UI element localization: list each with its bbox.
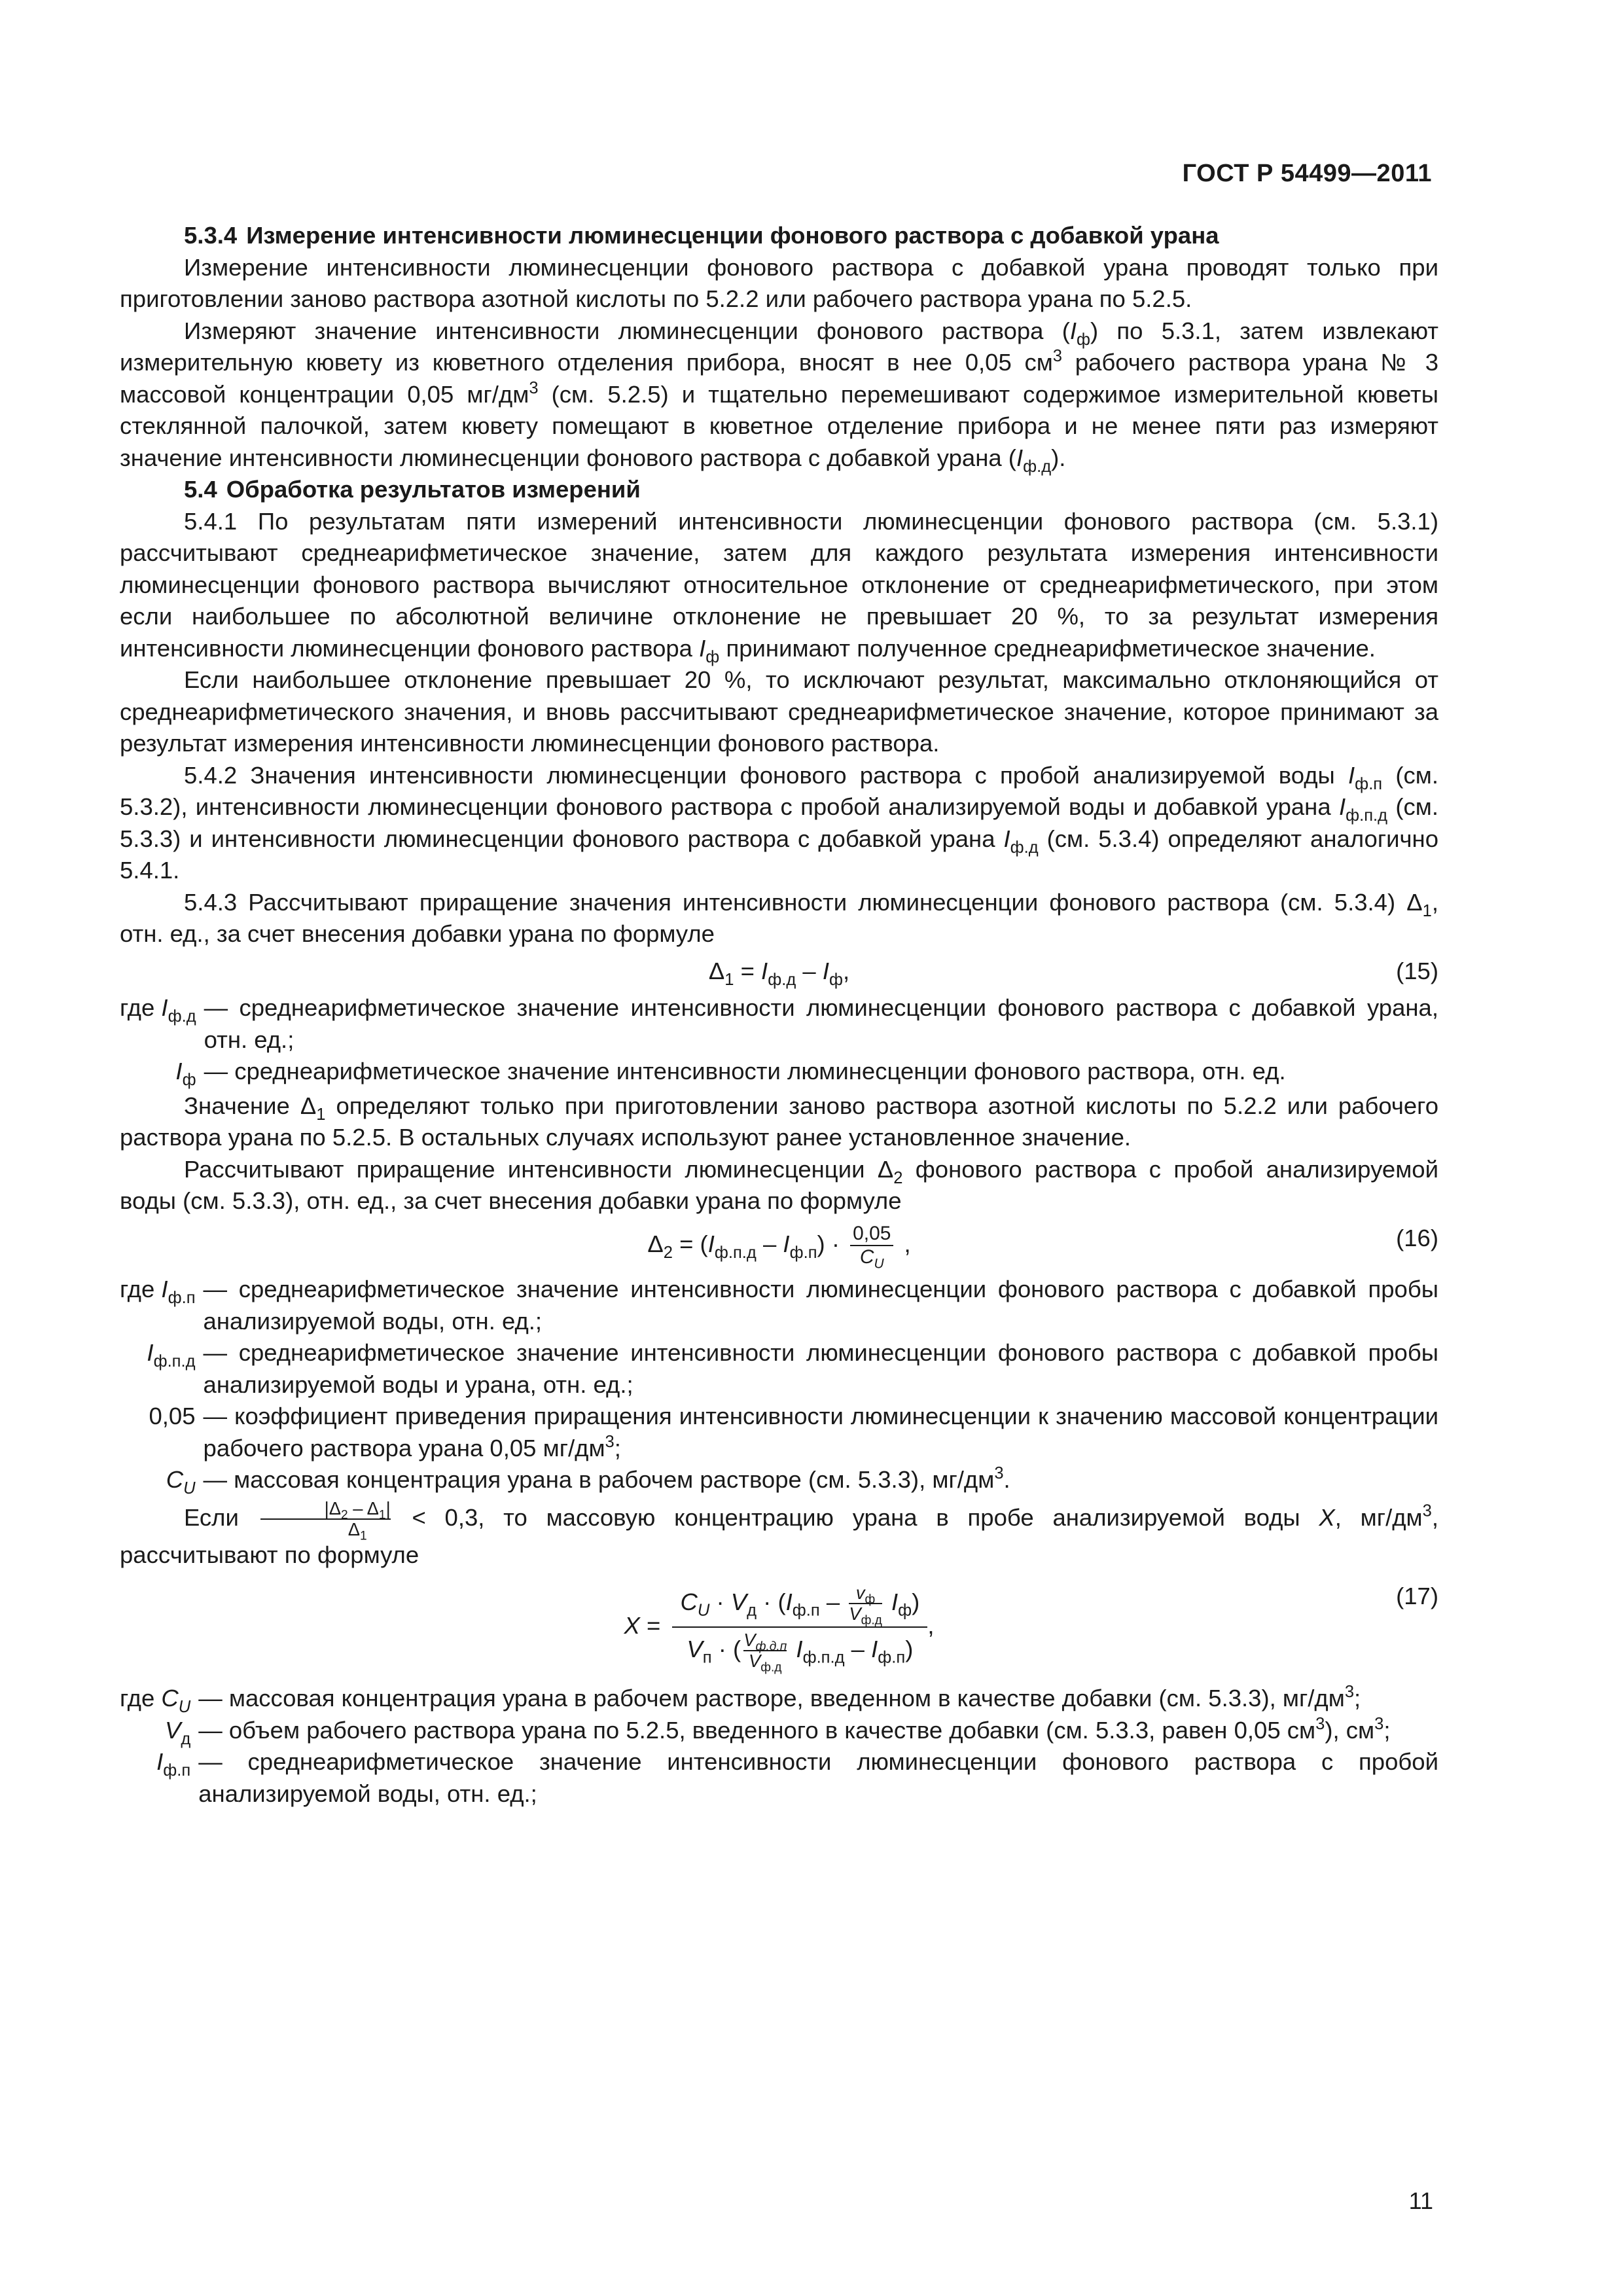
paragraph: 5.4.1 По результатам пяти измерений интенсивности люминесценции фонового раствора (см. 5.3.1) рассчитывают среднеарифметическое значение, затем для каждого результата измерения интенсивности люминесценции фонового раствора вычисляют относительное отклонение от среднеарифметического, при этом если наибольшее по абсолютной величине отклонение не превышает 20 %, то за результат измерения интенсивности люминесценции фонового раствора $I_ф$ принимают полученное среднеарифметическое значение. bbox=[120, 507, 1438, 666]
paragraph: Измеряют значение интенсивности люминесценции фонового раствора $(I_ф)$ по 5.3.1, затем извлекают измерительную кювету из кюветного отделения прибора, вносят в нее 0,05 $см^3$ рабочего раствора урана № 3 массовой концентрации 0,05 $мг/дм^3$ (см. 5.2.5) и тщательно перемешивают содержимое измерительной кюветы стеклянной палочкой, затем кювету помещают в кюветное отделение прибора и не менее пяти раз измеряют значение интенсивности люминесценции фонового раствора с добавкой урана $(I_{ф.д})$. bbox=[120, 317, 1439, 476]
fraction: $C_U \cdot V_д \cdot (I_{ф.п}$ – $\frac{v_ф}{V_{ф.д}}$ $I_ф$) $V_п$ · ( $\frac{V_{ф.д.п}}{V_{ф.д}}$ $I_{ф.п.д} - I_{ф.п}$) bbox=[672, 1581, 927, 1674]
document-header: ГОСТ Р 54499—2011 bbox=[1182, 160, 1432, 187]
legend-symbol: $I_{ф.п}$ bbox=[156, 1748, 191, 1780]
formula-15: $\Delta_1 = I_{ф.д} - I_ф$, (15) bbox=[120, 956, 1438, 988]
formula-number: (15) bbox=[1396, 957, 1438, 984]
formula-number: (16) bbox=[1396, 1224, 1438, 1251]
paragraph: Рассчитывают приращение интенсивности люминесценции $\Delta_2$ фонового раствора с пробой анализируемой воды (см. 5.3.3), отн. ед., за счет внесения добавки урана по формуле bbox=[120, 1155, 1438, 1214]
legend-symbol: $V_д$ bbox=[164, 1716, 191, 1748]
legend-description: — массовая концентрация урана в рабочем растворе, введенном в качестве добавки (см. 5.3.3), $мг/дм^3$; bbox=[198, 1682, 1361, 1712]
legend-symbol: где $C_U$ bbox=[120, 1685, 191, 1716]
legend-description: — среднеарифметическое значение интенсивности люминесценции фонового раствора с добавкой урана, отн. ед.; bbox=[204, 994, 1438, 1053]
paragraph: 5.4.2 Значения интенсивности люминесценции фонового раствора с пробой анализируемой воды $I_{ф.п}$ (см. 5.3.2), интенсивности люминесценции фонового раствора с пробой анализируемой воды и добавкой урана $I_{ф.п.д}$ (см. 5.3.3) и интенсивности люминесценции фонового раствора с добавкой урана $I_{ф.д}$ (см. 5.3.4) определяют аналогично 5.4.1. bbox=[120, 761, 1439, 884]
legend-symbol: $I_ф$ bbox=[175, 1058, 196, 1089]
paragraph: Измерение интенсивности люминесценции фонового раствора с добавкой урана проводят только при приготовлении заново раствора азотной кислоты по 5.2.2 или рабочего раствора урана по 5.2.5. bbox=[120, 253, 1438, 312]
section-number: 5.4 bbox=[184, 476, 217, 503]
legend-description: — среднеарифметическое значение интенсивности люминесценции фонового раствора с добавкой пробы анализируемой воды, отн. ед.; bbox=[203, 1276, 1438, 1335]
section-number: 5.3.4 bbox=[184, 222, 238, 249]
section-heading-5-4 bbox=[120, 474, 1438, 506]
legend-description: — среднеарифметическое значение интенсивности люминесценции фонового раствора с пробой анализируемой воды, отн. ед.; bbox=[198, 1748, 1438, 1807]
formula-legend-16 bbox=[120, 1274, 1438, 1496]
paragraph: Если наибольшее отклонение превышает 20 %, то исключают результат, максимально отклоняющийся от среднеарифметического значения, и вновь рассчитывают среднеарифметическое значение, которое принимают за результат измерения интенсивности люминесценции фонового раствора. bbox=[120, 666, 1438, 757]
legend-description: — среднеарифметическое значение интенсивности люминесценции фонового раствора, отн. ед. bbox=[204, 1058, 1286, 1085]
legend-description: — объем рабочего раствора урана по 5.2.5, введенного в качестве добавки (см. 5.3.3, равен 0,05 $см^3$), $см^3$; bbox=[198, 1714, 1391, 1744]
legend-symbol: $C_U$ bbox=[166, 1466, 196, 1498]
legend-symbol: где $I_{ф.п}$ bbox=[120, 1276, 196, 1308]
section-title: Измерение интенсивности люминесценции фонового раствора с добавкой урана bbox=[246, 222, 1219, 249]
fraction: $\frac{|\Delta_2 - \Delta_1|}{\Delta_1}$ bbox=[260, 1499, 391, 1539]
page-body bbox=[120, 220, 1438, 1812]
formula-17: X = $C_U \cdot V_д \cdot (I_{ф.п}$ – $\frac{v_ф}{V_{ф.д}}$ $I_ф$) $V_п$ · ( $\frac{V_{ф.д.п}}{V_{ф.д}}$ $I_{ф.п.д} - I_{ф.п}$) , (17) bbox=[120, 1581, 1438, 1674]
section-title: Обработка результатов измерений bbox=[226, 476, 641, 503]
legend-symbol: $I_{ф.п.д}$ bbox=[147, 1339, 196, 1371]
legend-symbol: где $I_{ф.д}$ bbox=[120, 994, 196, 1026]
paragraph: Значение $\Delta_1$ определяют только при приготовлении заново раствора азотной кислоты по 5.2.2 или рабочего раствора урана по 5.2.5. В остальных случаях используют ранее установленное значение. bbox=[120, 1092, 1438, 1151]
formula-16: $\Delta_2 = (I_{ф.п.д} - I_{ф.п})$ · $\frac{0,05}{C_U}$ , (16) bbox=[647, 1222, 1438, 1272]
legend-description: — коэффициент приведения приращения интенсивности люминесценции к значению массовой концентрации рабочего раствора урана 0,05 $мг/дм^3$; bbox=[203, 1403, 1438, 1462]
legend-description: — среднеарифметическое значение интенсивности люминесценции фонового раствора с добавкой пробы анализируемой воды и урана, отн. ед.; bbox=[203, 1339, 1438, 1398]
section-heading-5-3-4 bbox=[120, 220, 1438, 252]
formula-legend-15 bbox=[120, 992, 1438, 1088]
paragraph: Если $\frac{|\Delta_2 - \Delta_1|}{\Delta_1}$ < 0,3, то массовую концентрацию урана в пробе анализируемой воды X, $мг/дм^3$, рассчитывают по формуле bbox=[120, 1498, 1438, 1569]
legend-symbol: 0,05 bbox=[149, 1403, 196, 1430]
fraction: $\frac{0,05}{C_U}$ bbox=[850, 1223, 893, 1269]
paragraph: 5.4.3 Рассчитывают приращение значения интенсивности люминесценции фонового раствора (см. 5.3.4) $\Delta_1$, отн. ед., за счет внесения добавки урана по формуле bbox=[120, 888, 1438, 947]
page-number: 11 bbox=[1408, 2187, 1433, 2214]
formula-number: (17) bbox=[1396, 1582, 1438, 1609]
legend-description: — массовая концентрация урана в рабочем растворе (см. 5.3.3), $мг/дм^3$. bbox=[203, 1464, 1010, 1494]
formula-legend-17 bbox=[120, 1683, 1438, 1810]
